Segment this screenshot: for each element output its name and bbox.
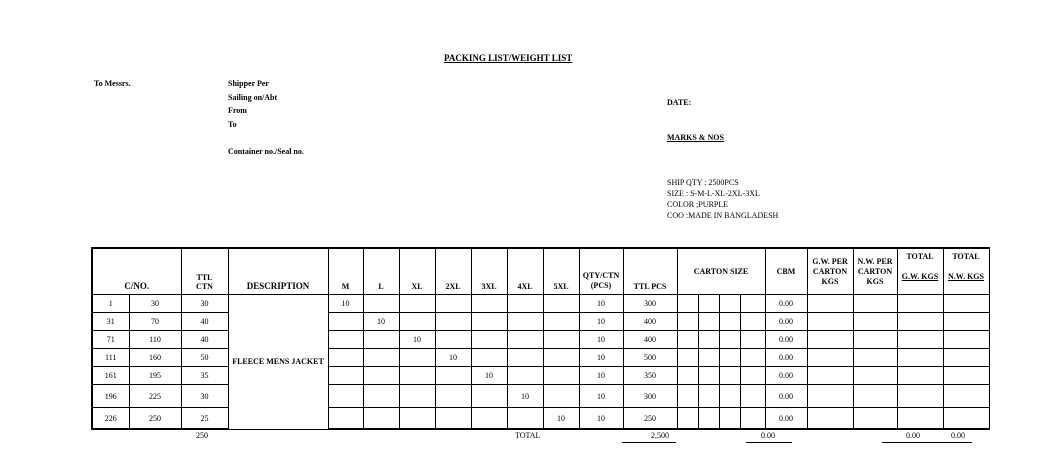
packing-list-table <box>91 247 990 430</box>
nw-per-carton-header: N.W. PER CARTON KGS <box>853 248 897 295</box>
table-row <box>92 408 989 430</box>
gw-cell <box>807 331 853 349</box>
carton-size-cell <box>677 367 698 385</box>
carton-to-cell: 250 <box>129 408 181 430</box>
description-header: DESCRIPTION <box>228 248 328 295</box>
carton-to-cell: 30 <box>129 295 181 313</box>
cbm-cell: 0.00 <box>765 313 807 331</box>
ttl-ctn-header: TTL CTN <box>181 248 228 295</box>
size-2xl-cell <box>435 331 471 349</box>
qty-per-ctn-cell: 10 <box>579 408 623 430</box>
size-m-cell: 10 <box>328 295 363 313</box>
ttl-ctn-cell: 50 <box>181 349 228 367</box>
size-4xl-cell <box>507 408 543 430</box>
size-4xl-cell <box>507 367 543 385</box>
size-xl-cell <box>399 367 435 385</box>
size-l-cell <box>363 367 399 385</box>
size-l-header: L <box>363 248 399 295</box>
description-cell: FLEECE MENS JACKET <box>228 295 328 430</box>
carton-size-cell <box>740 331 765 349</box>
size-3xl-cell <box>471 313 507 331</box>
size-4xl-header: 4XL <box>507 248 543 295</box>
size-4xl-cell <box>507 331 543 349</box>
qty-per-ctn-header: QTY/CTN (PCS) <box>579 248 623 295</box>
carton-size-cell <box>740 385 765 408</box>
size-l-cell <box>363 349 399 367</box>
total-nw-header: TOTAL N.W. KGS <box>943 248 989 295</box>
carton-size-cell <box>698 385 719 408</box>
qty-per-ctn-cell: 10 <box>579 295 623 313</box>
nw-cell <box>853 385 897 408</box>
carton-size-cell <box>719 367 740 385</box>
total-ctn-value: 250 <box>196 431 208 440</box>
ttl-pcs-cell: 350 <box>623 367 677 385</box>
qty-per-ctn-cell: 10 <box>579 331 623 349</box>
qty-per-ctn-cell: 10 <box>579 313 623 331</box>
ttl-pcs-cell: 300 <box>623 295 677 313</box>
carton-size-cell <box>698 331 719 349</box>
total-gw-cell <box>897 313 943 331</box>
total-nw-cell <box>943 385 989 408</box>
size-3xl-cell: 10 <box>471 367 507 385</box>
carton-size-cell <box>677 349 698 367</box>
carton-from-cell: 226 <box>92 408 129 430</box>
carton-size-cell <box>719 295 740 313</box>
size-m-cell <box>328 313 363 331</box>
total-gw-cell <box>897 295 943 313</box>
size-2xl-cell <box>435 313 471 331</box>
carton-size-header: CARTON SIZE <box>677 248 765 295</box>
carton-size-cell <box>719 331 740 349</box>
carton-size-cell <box>698 295 719 313</box>
size-xl-cell <box>399 295 435 313</box>
qty-per-ctn-cell: 10 <box>579 349 623 367</box>
ttl-ctn-cell: 30 <box>181 295 228 313</box>
carton-from-cell: 31 <box>92 313 129 331</box>
size-xl-cell: 10 <box>399 331 435 349</box>
ship-qty-text: SHIP QTY : 2500PCS <box>667 178 739 187</box>
sailing-on-label: Sailing on/Abt <box>228 93 278 102</box>
table-row <box>92 349 989 367</box>
carton-from-cell: 196 <box>92 385 129 408</box>
to-label: To <box>228 120 237 129</box>
size-xl-cell <box>399 385 435 408</box>
total-gw-header: TOTAL G.W. KGS <box>897 248 943 295</box>
total-gw-cell <box>897 349 943 367</box>
gw-cell <box>807 408 853 430</box>
cno-header: C/NO. <box>92 248 181 295</box>
carton-size-cell <box>698 408 719 430</box>
carton-size-cell <box>719 313 740 331</box>
qty-per-ctn-cell: 10 <box>579 385 623 408</box>
ttl-pcs-header: TTL PCS <box>623 248 677 295</box>
ttl-ctn-cell: 25 <box>181 408 228 430</box>
table-row <box>92 313 989 331</box>
gw-cell <box>807 385 853 408</box>
cbm-cell: 0.00 <box>765 295 807 313</box>
gw-cell <box>807 349 853 367</box>
total-nw-cell <box>943 367 989 385</box>
size-5xl-cell <box>543 295 579 313</box>
size-m-cell <box>328 349 363 367</box>
carton-size-cell <box>719 408 740 430</box>
size-m-cell <box>328 408 363 430</box>
color-text: COLOR ;PURPLE <box>667 200 729 209</box>
gw-cell <box>807 295 853 313</box>
cbm-cell: 0.00 <box>765 349 807 367</box>
total-pcs-value: 2,500 <box>651 431 669 440</box>
total-nw-cell <box>943 349 989 367</box>
total-nw-cell <box>943 408 989 430</box>
size-5xl-cell: 10 <box>543 408 579 430</box>
gw-per-carton-header: G.W. PER CARTON KGS <box>807 248 853 295</box>
size-3xl-cell <box>471 295 507 313</box>
carton-to-cell: 160 <box>129 349 181 367</box>
ttl-ctn-cell: 30 <box>181 385 228 408</box>
carton-to-cell: 70 <box>129 313 181 331</box>
cbm-cell: 0.00 <box>765 408 807 430</box>
marks-nos-label: MARKS & NOS <box>667 133 724 142</box>
size-xl-cell <box>399 349 435 367</box>
nw-cell <box>853 349 897 367</box>
size-2xl-cell: 10 <box>435 349 471 367</box>
ttl-pcs-cell: 400 <box>623 313 677 331</box>
size-3xl-cell <box>471 331 507 349</box>
ttl-ctn-cell: 40 <box>181 313 228 331</box>
size-m-cell <box>328 385 363 408</box>
total-nw-cell <box>943 295 989 313</box>
ttl-ctn-cell: 35 <box>181 367 228 385</box>
size-xl-cell <box>399 408 435 430</box>
total-cbm-underline <box>746 442 792 443</box>
size-l-cell: 10 <box>363 313 399 331</box>
nw-cell <box>853 295 897 313</box>
size-3xl-cell <box>471 385 507 408</box>
total-gw-cell <box>897 331 943 349</box>
size-2xl-cell <box>435 408 471 430</box>
container-seal-label: Container no./Seal no. <box>228 147 304 156</box>
size-m-cell <box>328 367 363 385</box>
size-m-cell <box>328 331 363 349</box>
total-nw-cell <box>943 313 989 331</box>
nw-cell <box>853 408 897 430</box>
size-l-cell <box>363 385 399 408</box>
carton-size-cell <box>740 367 765 385</box>
total-weight-underline <box>882 442 972 443</box>
total-gw-value: 0.00 <box>906 431 920 440</box>
qty-per-ctn-cell: 10 <box>579 367 623 385</box>
table-row <box>92 331 989 349</box>
date-label: DATE: <box>667 98 692 107</box>
size-5xl-cell <box>543 313 579 331</box>
total-nw-value: 0.00 <box>951 431 965 440</box>
table-row <box>92 295 989 313</box>
size-m-header: M <box>328 248 363 295</box>
carton-size-cell <box>740 295 765 313</box>
size-3xl-cell <box>471 349 507 367</box>
carton-to-cell: 225 <box>129 385 181 408</box>
carton-to-cell: 195 <box>129 367 181 385</box>
table-row <box>92 367 989 385</box>
size-2xl-header: 2XL <box>435 248 471 295</box>
size-l-cell <box>363 408 399 430</box>
nw-cell <box>853 367 897 385</box>
total-gw-cell <box>897 385 943 408</box>
size-5xl-cell <box>543 385 579 408</box>
size-2xl-cell <box>435 295 471 313</box>
ttl-pcs-cell: 300 <box>623 385 677 408</box>
cbm-cell: 0.00 <box>765 367 807 385</box>
size-l-cell <box>363 295 399 313</box>
carton-size-cell <box>698 349 719 367</box>
table-row <box>92 385 989 408</box>
carton-from-cell: 71 <box>92 331 129 349</box>
total-cbm-value: 0.00 <box>761 431 775 440</box>
carton-from-cell: 1 <box>92 295 129 313</box>
cbm-cell: 0.00 <box>765 385 807 408</box>
gw-cell <box>807 367 853 385</box>
size-4xl-cell <box>507 295 543 313</box>
nw-cell <box>853 313 897 331</box>
size-text: SIZE : S-M-L-XL-2XL-3XL <box>667 189 760 198</box>
carton-size-cell <box>719 349 740 367</box>
size-xl-cell <box>399 313 435 331</box>
size-5xl-cell <box>543 349 579 367</box>
from-label: From <box>228 106 247 115</box>
carton-size-cell <box>698 313 719 331</box>
size-4xl-cell <box>507 349 543 367</box>
size-5xl-header: 5XL <box>543 248 579 295</box>
cbm-cell: 0.00 <box>765 331 807 349</box>
total-gw-cell <box>897 367 943 385</box>
size-5xl-cell <box>543 367 579 385</box>
coo-text: COO :MADE IN BANGLADESH <box>667 211 779 220</box>
carton-from-cell: 161 <box>92 367 129 385</box>
size-l-cell <box>363 331 399 349</box>
carton-to-cell: 110 <box>129 331 181 349</box>
carton-size-cell <box>677 385 698 408</box>
table-header-row <box>92 248 989 295</box>
total-pcs-underline <box>622 442 676 443</box>
carton-size-cell <box>698 367 719 385</box>
size-2xl-cell <box>435 367 471 385</box>
ttl-pcs-cell: 400 <box>623 331 677 349</box>
size-4xl-cell <box>507 313 543 331</box>
carton-size-cell <box>740 408 765 430</box>
total-nw-cell <box>943 331 989 349</box>
ttl-pcs-cell: 250 <box>623 408 677 430</box>
carton-size-cell <box>719 385 740 408</box>
to-messrs-label: To Messrs. <box>94 79 131 88</box>
ttl-ctn-cell: 40 <box>181 331 228 349</box>
total-label: TOTAL <box>515 431 541 440</box>
size-4xl-cell: 10 <box>507 385 543 408</box>
size-3xl-header: 3XL <box>471 248 507 295</box>
carton-size-cell <box>677 313 698 331</box>
cbm-header: CBM <box>765 248 807 295</box>
total-gw-cell <box>897 408 943 430</box>
shipper-per-label: Shipper Per <box>228 79 269 88</box>
carton-size-cell <box>740 349 765 367</box>
gw-cell <box>807 313 853 331</box>
carton-size-cell <box>677 331 698 349</box>
document-title: PACKING LIST/WEIGHT LIST <box>444 53 573 63</box>
size-xl-header: XL <box>399 248 435 295</box>
carton-from-cell: 111 <box>92 349 129 367</box>
size-5xl-cell <box>543 331 579 349</box>
size-2xl-cell <box>435 385 471 408</box>
carton-size-cell <box>677 408 698 430</box>
size-3xl-cell <box>471 408 507 430</box>
nw-cell <box>853 331 897 349</box>
ttl-pcs-cell: 500 <box>623 349 677 367</box>
carton-size-cell <box>677 295 698 313</box>
carton-size-cell <box>740 313 765 331</box>
